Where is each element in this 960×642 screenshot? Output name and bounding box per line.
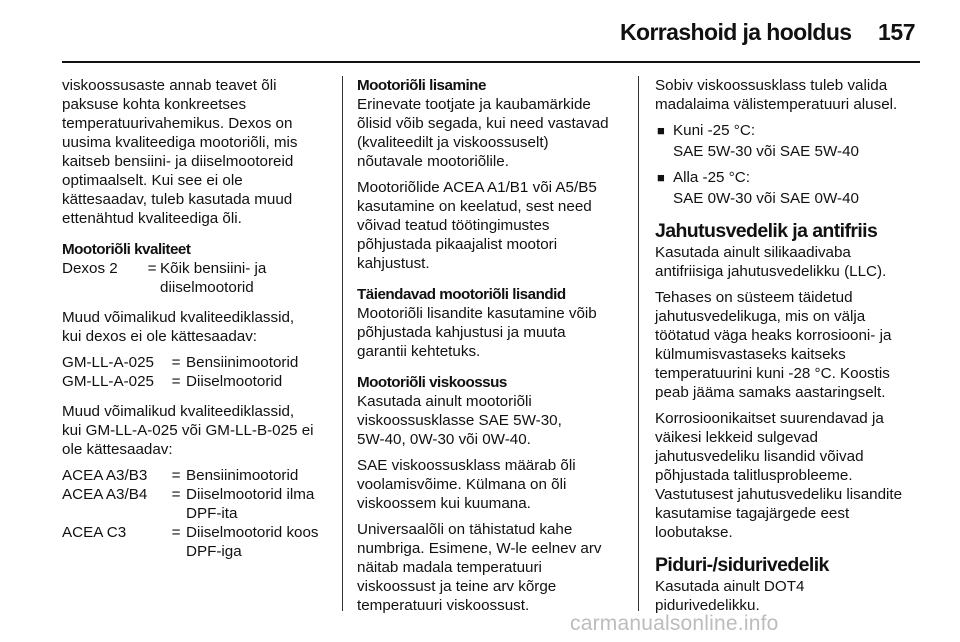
brake-fluid-heading: Piduri-/sidurivedelik [655,554,829,576]
column-3 [655,76,921,622]
coolant-paragraph-2: Tehases on süsteem täidetud jahutusvedelikuga, mis on välja töötatud väga heaks korrosiooni- ja külmumisvastaseks kaitseks temperatuurini kuni -28 °C. Koostis peab jääma samaks aastaringselt. [655,289,892,401]
page-number: 157 [878,19,916,45]
column-divider-1 [342,76,343,611]
table-row: ACEA A3/B3 = Bensiinimootorid [62,467,299,484]
intro-paragraph: viskoossusaste annab teavet õli paksuse kohta konkreetses temperatuurivahemikus. Dexos on uusima kvaliteediga mootoriõli, mis kaitseb bensiini- ja diiselmootoreid optimaalselt. Kui see ei ole kättesaadav, tuleb kasutada muud ettenähtud kvaliteediga õli. [62,77,298,227]
list-item: ■ Kuni -25 °C: [657,122,756,139]
oil-adding-paragraph-2: Mootoriõlide ACEA A1/B1 või A5/B5 kasutamine on keelatud, sest need võivad teatud töötingimustes põhjustada pikaajalist mootori kahjustust. [357,179,597,272]
column-2 [357,76,623,622]
oil-additives-paragraph: Mootoriõli lisandite kasutamine võib põhjustada kahjustusi ja muuta garantii kehtetuks. [357,305,597,360]
coolant-paragraph-1: Kasutada ainult silikaadivaba antifriisiga jahutusvedelikku (LLC). [655,244,887,280]
oil-viscosity-paragraph-1: Kasutada ainult mootoriõli viskoossusklasse SAE 5W-30, 5W-40, 0W-30 või 0W-40. [357,393,562,448]
header-divider [62,61,920,63]
page-title: Korrashoid ja hooldus [620,19,852,45]
list-item-value: SAE 5W-30 või SAE 5W-40 [673,143,859,160]
oil-additives-heading: Täiendavad mootoriõli lisandid [357,286,566,303]
table-row: ACEA A3/B4 = Diiselmootorid ilma DPF-ita [62,486,315,522]
other-qualities-paragraph-2: Muud võimalikud kvaliteediklassid, kui GM-LL-A-025 või GM-LL-B-025 ei ole kättesaadav: [62,403,314,458]
table-row: GM-LL-A-025 = Bensiinimootorid [62,354,299,371]
viscosity-selection-paragraph: Sobiv viskoossusklass tuleb valida madalaima välistemperatuuri alusel. [655,77,898,113]
other-qualities-paragraph-1: Muud võimalikud kvaliteediklassid, kui dexos ei ole kättesaadav: [62,309,295,345]
coolant-heading: Jahutusvedelik ja antifriis [655,220,878,242]
coolant-paragraph-3: Korrosioonikaitset suurendavad ja väikesi lekkeid sulgevad jahutusvedeliku lisandid võivad põhjustada talitlusprobleeme. Vastutusest jahutusvedeliku lisandite kasutamise tagajärgede eest loobutakse. [655,410,903,541]
oil-viscosity-paragraph-2: SAE viskoossusklass määrab õli voolamisvõime. Külmana on õli viskoossem kui kuumana. [357,457,576,512]
column-1 [62,76,328,572]
watermark: carmanualsonline.info [570,612,779,635]
oil-adding-paragraph-1: Erinevate tootjate ja kaubamärkide õlisid võib segada, kui need vastavad (kvaliteedilt ja viskoossuselt) nõutavale mootoriõlile. [357,96,609,170]
oil-quality-heading: Mootoriõli kvaliteet [62,241,191,258]
bullet-square-icon: ■ [657,123,665,138]
page-header [0,0,960,64]
bullet-square-icon: ■ [657,170,665,185]
oil-viscosity-paragraph-3: Universaalõli on tähistatud kahe numbriga. Esimene, W-le eelnev arv näitab madala temperatuuri viskoossust ja teine arv kõrge temperatuuri viskoossust. [357,521,602,614]
column-divider-2 [638,76,639,611]
table-row: GM-LL-A-025 = Diiselmootorid [62,373,283,390]
gm-table [62,353,328,391]
table-row: ACEA C3 = Diiselmootorid koos DPF-iga [62,524,319,560]
dexos-table [62,259,328,297]
oil-adding-heading: Mootoriõli lisamine [357,77,486,94]
brake-fluid-paragraph: Kasutada ainult DOT4 pidurivedelikku. [655,578,805,614]
oil-viscosity-heading: Mootoriõli viskoossus [357,374,507,391]
acea-table [62,466,328,561]
list-item-value: SAE 0W-30 või SAE 0W-40 [673,190,859,207]
list-item: ■ Alla -25 °C: [657,169,750,186]
table-row: Dexos 2 = Kõik bensiini- ja diiselmootorid [62,260,267,296]
